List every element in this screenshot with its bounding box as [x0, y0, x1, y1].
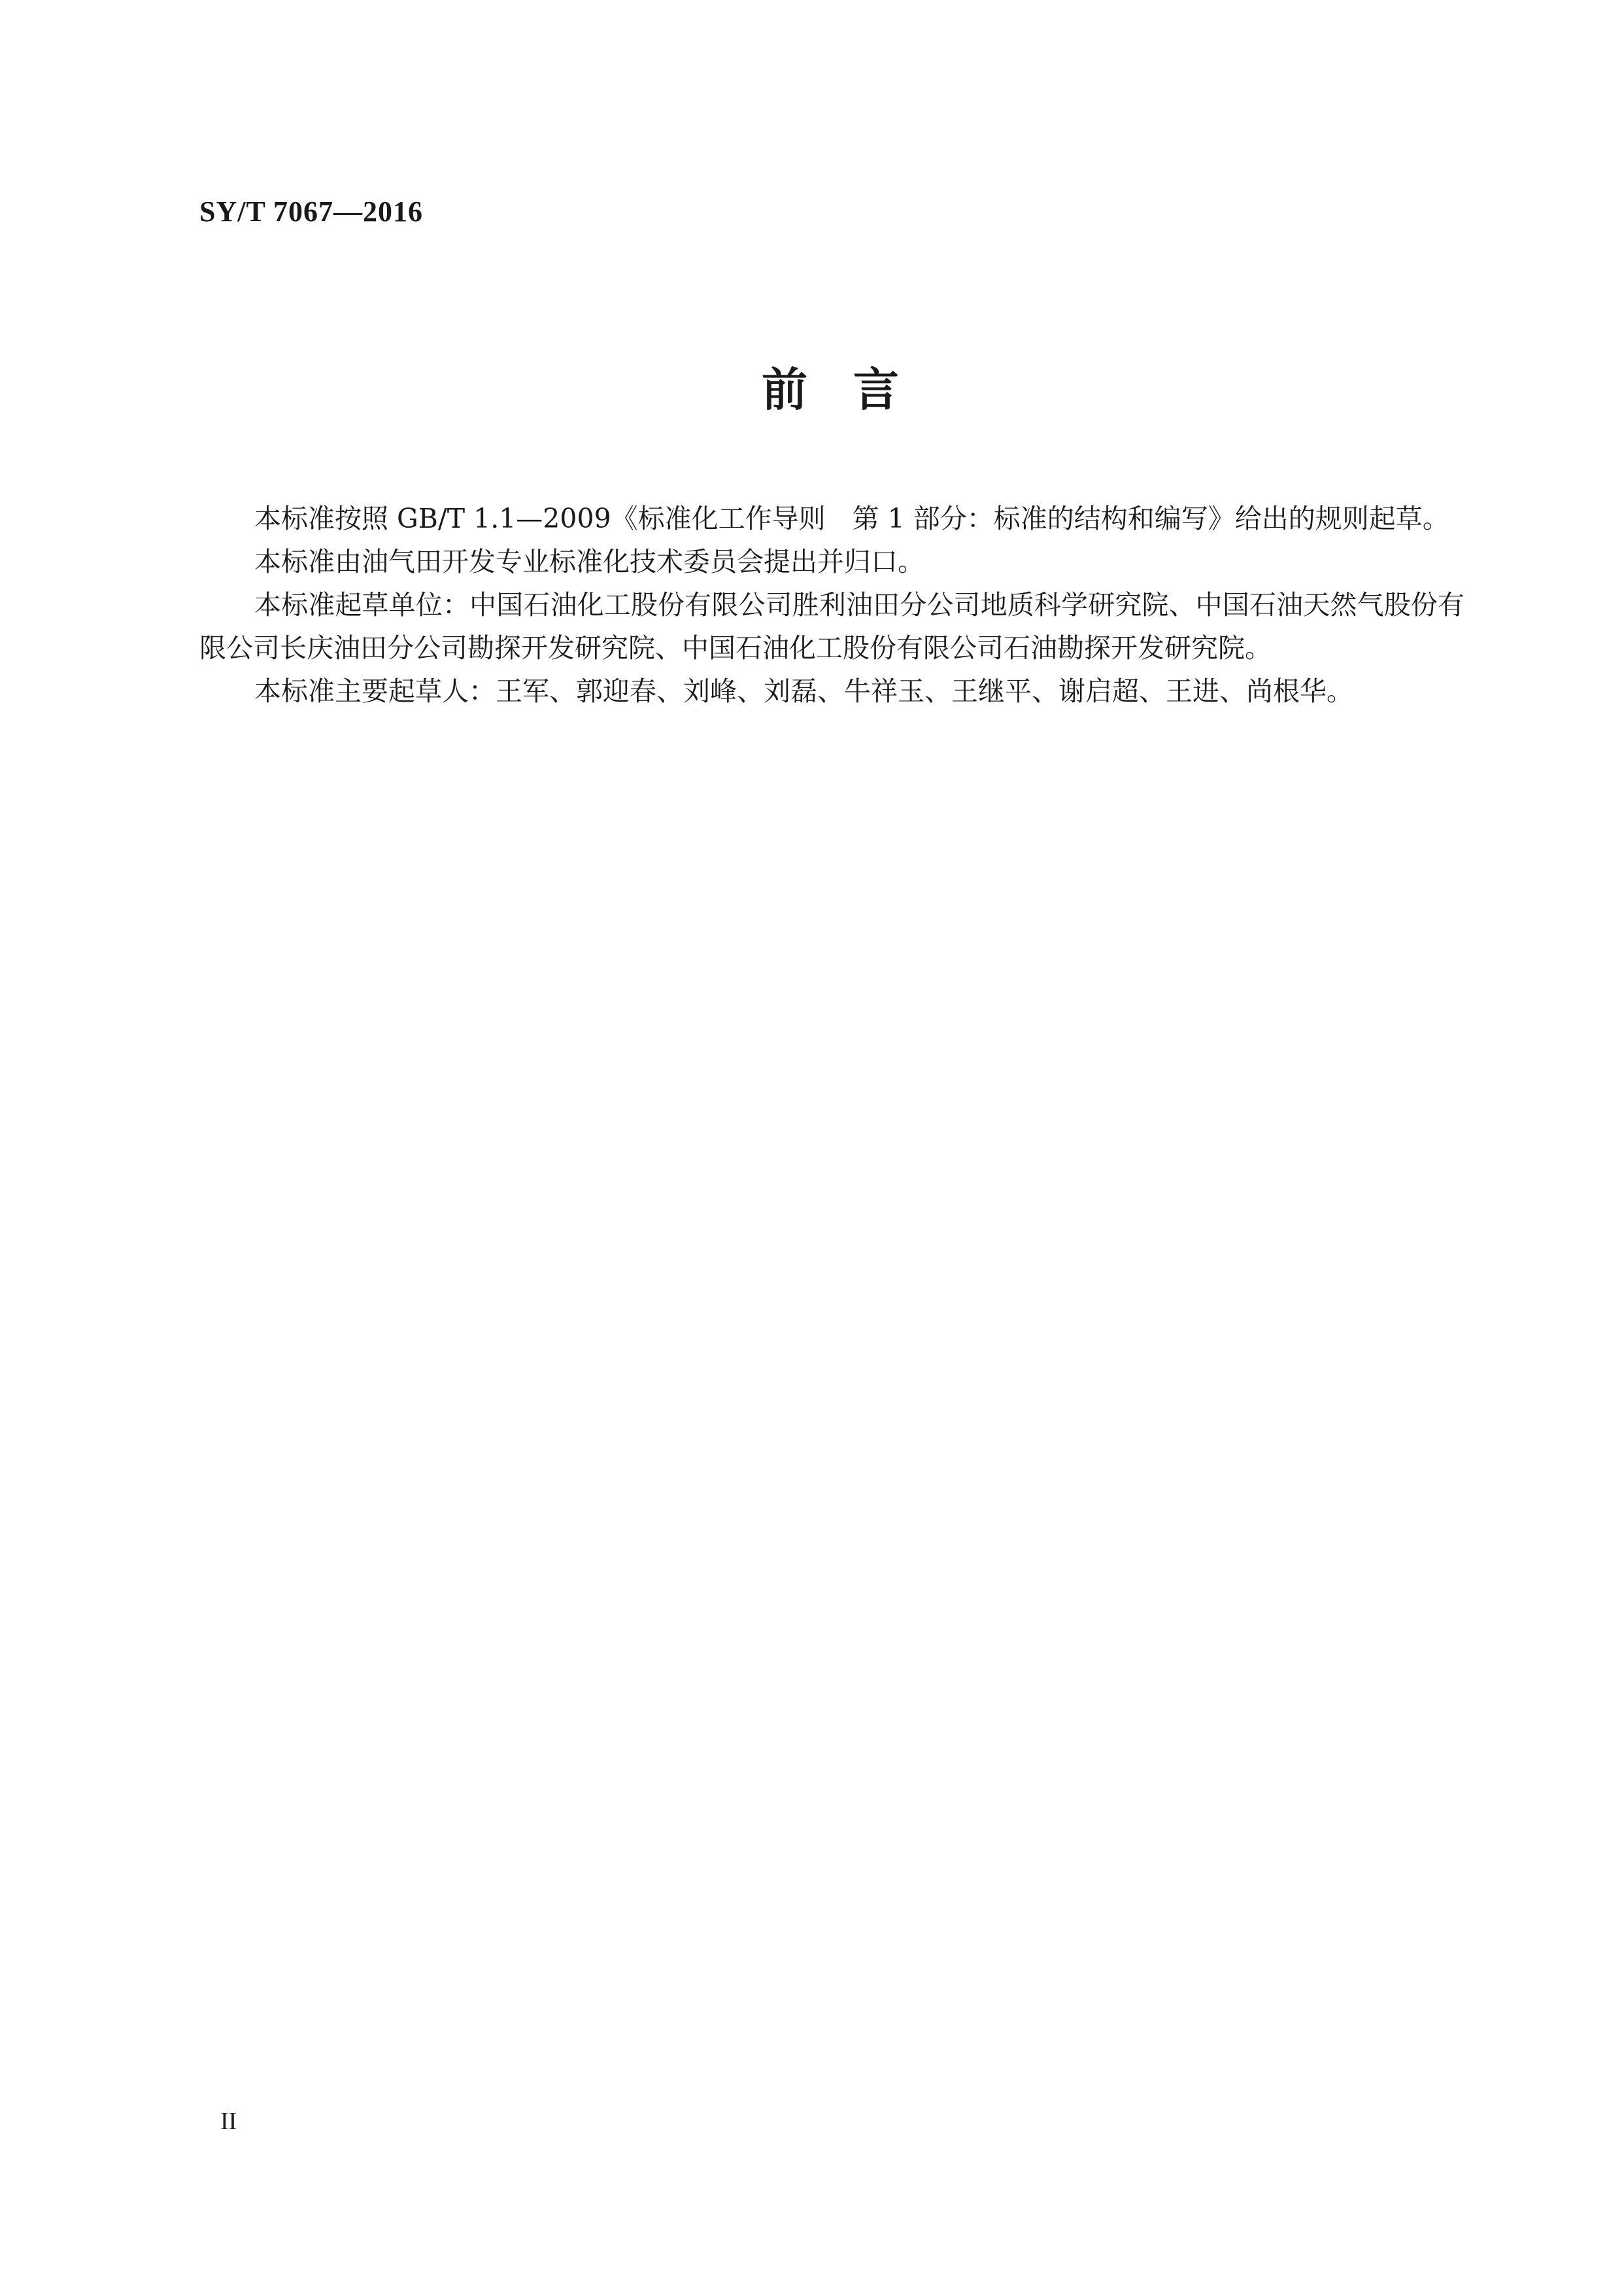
page-title: 前 言 — [762, 363, 899, 417]
paragraph-drafting-units: 本标准起草单位：中国石油化工股份有限公司胜利油田分公司地质科学研究院、中国石油天然气股份有限公司长庆油田分公司勘探开发研究院、中国石油化工股份有限公司石油勘探开发研究院。 — [199, 589, 1464, 664]
paragraph-drafters: 本标准主要起草人：王军、郭迎春、刘峰、刘磊、牛祥玉、王继平、谢启超、王进、尚根华。 — [254, 676, 1353, 707]
paragraph-proposer: 本标准由油气田开发专业标准化技术委员会提出并归口。 — [254, 546, 924, 577]
paragraph-drafting-rules: 本标准按照 GB/T 1.1—2009《标准化工作导则 第 1 部分：标准的结构和编写》给出的规则起草。 — [254, 503, 1449, 534]
page-number: II — [220, 2108, 237, 2135]
standard-code: SY/T 7067—2016 — [199, 196, 424, 228]
foreword-body — [199, 497, 1464, 713]
